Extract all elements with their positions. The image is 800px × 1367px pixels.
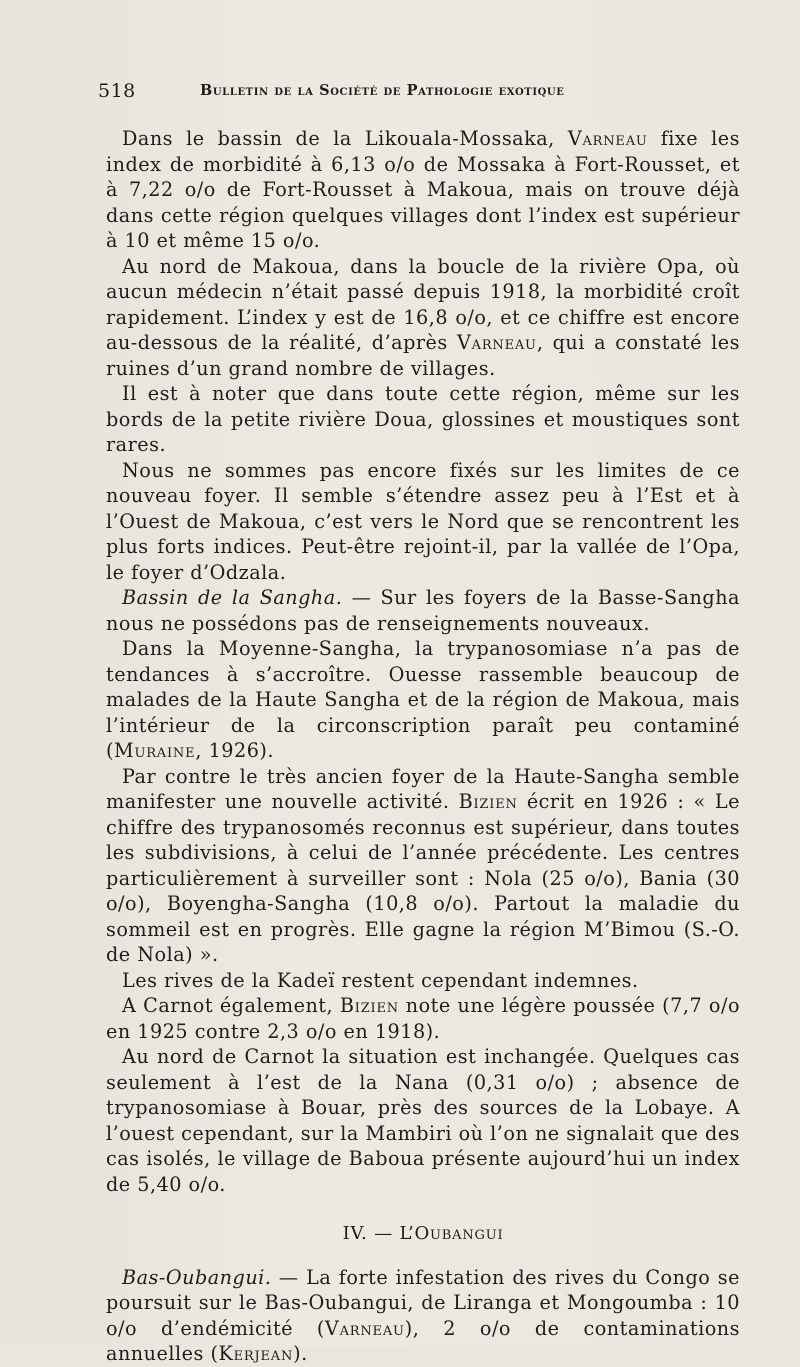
paragraph-moyenne-sangha: Dans la Moyenne-Sangha, la trypanosomiase n’a pas de tendances à s’accroître. Ouesse rassemble beaucoup de malades de la Haute Sangha et de la région de Makoua, mais l’intérieur de la circonscription paraît peu contaminé (Muraine, 1926).: [106, 637, 740, 762]
page-header: [98, 80, 738, 110]
author-name: Varneau: [456, 331, 537, 354]
body-text: [106, 126, 740, 1367]
paragraph-new-focus: Nous ne sommes pas encore fixés sur les limites de ce nouveau foyer. Il semble s’étendre assez peu à l’Est et à l’Ouest de Makoua, c’est vers le Nord que se rencontrent les plus forts indices. Peut-être rejoint-il, par la vallée de l’Opa, le foyer d’Odzala.: [106, 458, 740, 584]
running-title: Bulletin de la Société de Pathologie exotique: [200, 82, 565, 99]
author-name: Kerjean: [218, 1342, 294, 1365]
subheading-italic: Bassin de la Sangha.: [122, 586, 343, 609]
paragraph-sangha-basin: Bassin de la Sangha. — Sur les foyers de la Basse-Sangha nous ne possédons pas de renseignements nouveaux.: [106, 586, 740, 635]
paragraph-makoua-north: Au nord de Makoua, dans la boucle de la rivière Opa, où aucun médecin n’était passé depuis 1918, la morbidité croît rapidement. L’index y est de 16,8 o/o, et ce chiffre est encore au-dessous de la réalité, d’après Varneau, qui a constaté les ruines d’un grand nombre de villages.: [106, 254, 740, 380]
section-numeral: IV. —: [342, 1223, 400, 1244]
author-name: Muraine: [114, 739, 196, 762]
subheading-italic: Bas-Oubangui.: [122, 1265, 272, 1289]
paragraph-kadei: Les rives de la Kadeï restent cependant indemnes.: [122, 968, 639, 992]
section-title: L’Oubangui: [399, 1223, 504, 1244]
paragraph-north-carnot: Au nord de Carnot la situation est inchangée. Quelques cas seulement à l’est de la Nana (0,31 o/o) ; absence de trypanosomiase à Bouar, près des sources de la Lobaye. A l’ouest cependant, sur la Mambiri où l’on ne signalait que des cas isolés, le village de Baboua présente aujourd’hui un index de 5,40 o/o.: [106, 1045, 740, 1196]
author-name: Bizien: [339, 994, 399, 1017]
paragraph-doua: Il est à noter que dans toute cette région, même sur les bords de la petite rivière Doua, glossines et moustiques sont rares.: [106, 382, 740, 456]
author-name: Varneau: [324, 1316, 405, 1340]
section-heading: [106, 1221, 740, 1247]
paragraph-likouala: Dans le bassin de la Likouala-Mossaka, Varneau fixe les index de morbidité à 6,13 o/o de Mossaka à Fort-Rousset, et à 7,22 o/o de Fort-Rousset à Makoua, mais on trouve déjà dans cette région quelques villages dont l’index est supérieur à 10 et même 15 o/o.: [106, 127, 740, 252]
paragraph-bas-oubangui: Bas-Oubangui. — La forte infestation des rives du Congo se poursuit sur le Bas-Oubangui, de Liranga et Mongoumba : 10 o/o d’endémicité (Varneau), 2 o/o de contaminations annuelles (Kerjean).: [106, 1265, 740, 1365]
paragraph-carnot: A Carnot également, Bizien note une légère poussée (7,7 o/o en 1925 contre 2,3 o/o en 1918).: [106, 994, 740, 1043]
author-name: Bizien: [458, 790, 518, 813]
paragraph-haute-sangha: Par contre le très ancien foyer de la Haute-Sangha semble manifester une nouvelle activité. Bizien écrit en 1926 : « Le chiffre des trypanosomés reconnus est supérieur, dans toutes les subdivisions, à celui de l’année précédente. Les centres particulièrement à surveiller sont : Nola (25 o/o), Bania (30 o/o), Boyengha-Sangha (10,8 o/o). Partout la maladie du sommeil est en progrès. Elle gagne la région M’Bimou (S.-O. de Nola) ».: [106, 764, 741, 966]
page-number: 518: [98, 80, 136, 102]
author-name: Varneau: [567, 127, 648, 150]
